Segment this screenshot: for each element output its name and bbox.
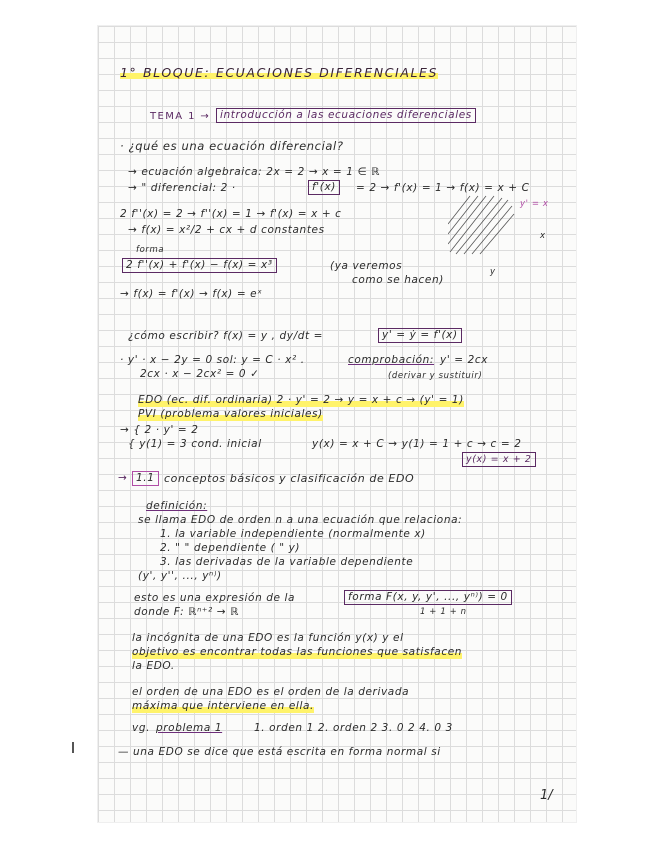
expr-domain: donde F: ℝⁿ⁺² → ℝ [134,606,239,618]
section-number: 1.1 [132,471,159,486]
def-item-2: 2. " " dependiente ( " y) [160,542,301,554]
line-algebraica: → ecuación algebraica: 2x = 2 → x = 1 ∈ ℝ [128,166,381,178]
line-system-2: { y(1) = 3 cond. inicial [128,438,262,450]
slope-field-sketch [448,192,518,256]
graph-eq-label: y' = x [520,199,549,209]
expr-domain-note: 1 + 1 + n [420,607,467,617]
line-forma: forma [136,245,165,255]
line-exp: → f(x) = f'(x) → f(x) = eˣ [120,288,263,300]
question-heading: · ¿qué es una ecuación diferencial? [120,139,344,153]
definicion-heading: definición: [146,500,208,512]
line-como-se-hacen: como se hacen) [352,274,444,286]
line-system-1: → { 2 · y' = 2 [120,424,199,436]
section-title: conceptos básicos y clasificación de EDO [164,472,415,485]
line-notation-box: y' = ẏ = f'(x) [378,328,462,343]
problema-label: problema 1 [156,722,223,734]
line-forma-eq: 2 f''(x) + f'(x) − f(x) = x³ [122,258,277,273]
line-comprobacion-val: y' = 2cx [440,354,489,366]
def-derivs: (y', y'', ..., yⁿ⁾) [138,570,222,582]
orden-line-2: máxima que interviene en ella. [132,700,314,712]
forma-normal-line: — una EDO se dice que está escrita en forma normal si [118,746,441,758]
line-diferencial-box: f'(x) [308,180,340,195]
line-check: 2cx · x − 2cx² = 0 ✓ [140,368,260,380]
incognita-line-3: la EDO. [132,660,175,672]
line-fx-solution: → f(x) = x²/2 + cx + d constantes [128,224,325,236]
line-comprobacion: comprobación: [348,354,435,366]
block-title: 1° BLOQUE: ECUACIONES DIFERENCIALES [120,65,439,80]
line-solve-c: y(x) = x + C → y(1) = 1 + c → c = 2 [312,438,522,450]
def-item-1: 1. la variable independiente (normalmente x) [160,528,426,540]
problema-answers: 1. orden 1 2. orden 2 3. 0 2 4. 0 3 [254,722,453,734]
line-example-eq: · y' · x − 2y = 0 sol: y = C · x² . [120,354,305,366]
page-number: 1/ [540,788,553,803]
expr-line: esto es una expresión de la [134,592,296,604]
section-arrow: → [118,472,128,484]
tema-label: TEMA 1 → [150,111,211,122]
vg-label: vg. [132,722,151,734]
line-ya-veremos: (ya veremos [330,260,403,272]
tema-title: introducción a las ecuaciones diferenciales [216,108,476,123]
line-solution-box: y(x) = x + 2 [462,452,536,467]
line-diferencial-a: → " diferencial: 2 · [128,182,236,194]
orden-line-1: el orden de una EDO es el orden de la derivada [132,686,410,698]
graph-y-label: y [490,267,496,277]
line-diferencial-c: = 2 → f'(x) = 1 → f(x) = x + C [356,182,530,194]
line-derivar: (derivar y sustituir) [388,371,483,381]
line-pvi: PVI (problema valores iniciales) [138,408,323,420]
line-edo-def: EDO (ec. dif. ordinaria) 2 · y' = 2 → y = x + c → (y' = 1) [138,394,464,406]
graph-x-label: x [540,231,546,241]
line-como-escribir: ¿cómo escribir? f(x) = y , dy/dt = [128,330,324,342]
expr-form-box: forma F(x, y, y', ..., yⁿ⁾) = 0 [344,590,512,605]
line-second-deriv: 2 f''(x) = 2 → f''(x) = 1 → f'(x) = x + c [120,208,342,220]
margin-mark [72,742,74,753]
incognita-line-2: objetivo es encontrar todas las funciones que satisfacen [132,646,463,658]
def-item-3: 3. las derivadas de la variable dependiente [160,556,414,568]
incognita-line-1: la incógnita de una EDO es la función y(x) y el [132,632,404,644]
def-line-1: se llama EDO de orden n a una ecuación que relaciona: [138,514,463,526]
